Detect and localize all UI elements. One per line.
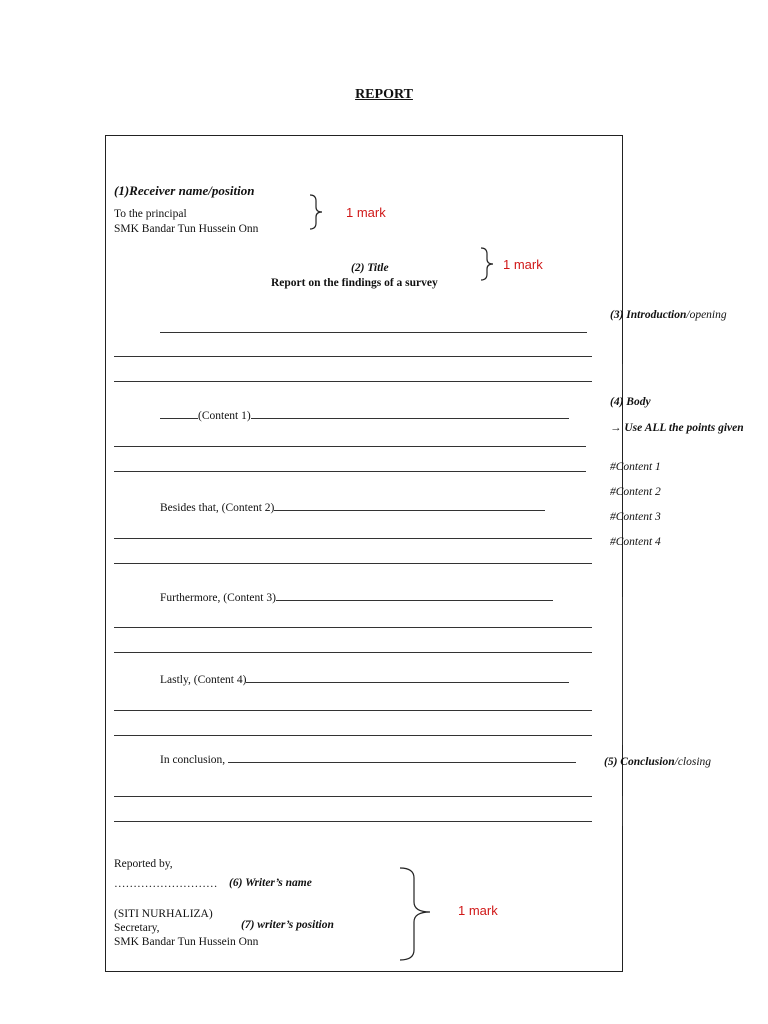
writer-position-label: (7) writer’s position bbox=[241, 919, 334, 931]
mark-receiver: 1 mark bbox=[346, 205, 386, 220]
annotation-content-3: #Content 3 bbox=[610, 511, 661, 523]
paragraph-conclusion: In conclusion, bbox=[160, 753, 576, 766]
annotation-content-1: #Content 1 bbox=[610, 461, 661, 473]
writer-name-label: (6) Writer’s name bbox=[229, 877, 312, 889]
annotation-connector bbox=[622, 597, 623, 745]
title-heading: (2) Title bbox=[351, 262, 389, 274]
writer-position: Secretary, bbox=[114, 922, 160, 934]
mark-title: 1 mark bbox=[503, 257, 543, 272]
receiver-heading: (1)Receiver name/position bbox=[114, 183, 255, 198]
receiver-line-2: SMK Bandar Tun Hussein Onn bbox=[114, 223, 259, 235]
writing-line bbox=[114, 821, 592, 822]
paragraph-content-1: (Content 1) bbox=[160, 409, 569, 422]
mark-signature: 1 mark bbox=[458, 903, 498, 918]
annotation-body: (4) Body bbox=[610, 396, 651, 408]
title-text: Report on the findings of a survey bbox=[271, 277, 438, 289]
writer-school: SMK Bandar Tun Hussein Onn bbox=[114, 936, 259, 948]
annotation-connector bbox=[622, 364, 623, 390]
writing-line bbox=[160, 332, 587, 333]
paragraph-content-2: Besides that, (Content 2) bbox=[160, 501, 545, 514]
annotation-content-2: #Content 2 bbox=[610, 486, 661, 498]
brace-icon bbox=[308, 193, 328, 231]
receiver-line-1: To the principal bbox=[114, 208, 187, 220]
annotation-introduction: (3) Introduction/opening bbox=[610, 309, 727, 321]
writing-line bbox=[114, 471, 586, 472]
writing-line bbox=[114, 652, 592, 653]
writing-line bbox=[114, 446, 586, 447]
paragraph-content-4: Lastly, (Content 4) bbox=[160, 673, 569, 686]
writing-line bbox=[114, 563, 592, 564]
signature-dots: ……………………… bbox=[114, 878, 218, 890]
annotation-use-all: → Use ALL the points given bbox=[610, 422, 744, 434]
writer-name: (SITI NURHALIZA) bbox=[114, 908, 213, 920]
page-title: REPORT bbox=[355, 87, 413, 102]
writing-line bbox=[114, 796, 592, 797]
annotation-connector bbox=[622, 796, 623, 826]
brace-icon bbox=[479, 246, 499, 282]
writing-line bbox=[114, 356, 592, 357]
annotation-conclusion: (5) Conclusion/closing bbox=[604, 756, 712, 768]
paragraph-content-3: Furthermore, (Content 3) bbox=[160, 591, 553, 604]
brace-icon bbox=[398, 866, 434, 962]
writing-line bbox=[114, 538, 592, 539]
reported-by: Reported by, bbox=[114, 858, 173, 870]
writing-line bbox=[114, 710, 592, 711]
writing-line bbox=[114, 735, 592, 736]
writing-line bbox=[114, 627, 592, 628]
report-frame bbox=[105, 135, 623, 972]
writing-line bbox=[114, 381, 592, 382]
annotation-content-4: #Content 4 bbox=[610, 536, 661, 548]
